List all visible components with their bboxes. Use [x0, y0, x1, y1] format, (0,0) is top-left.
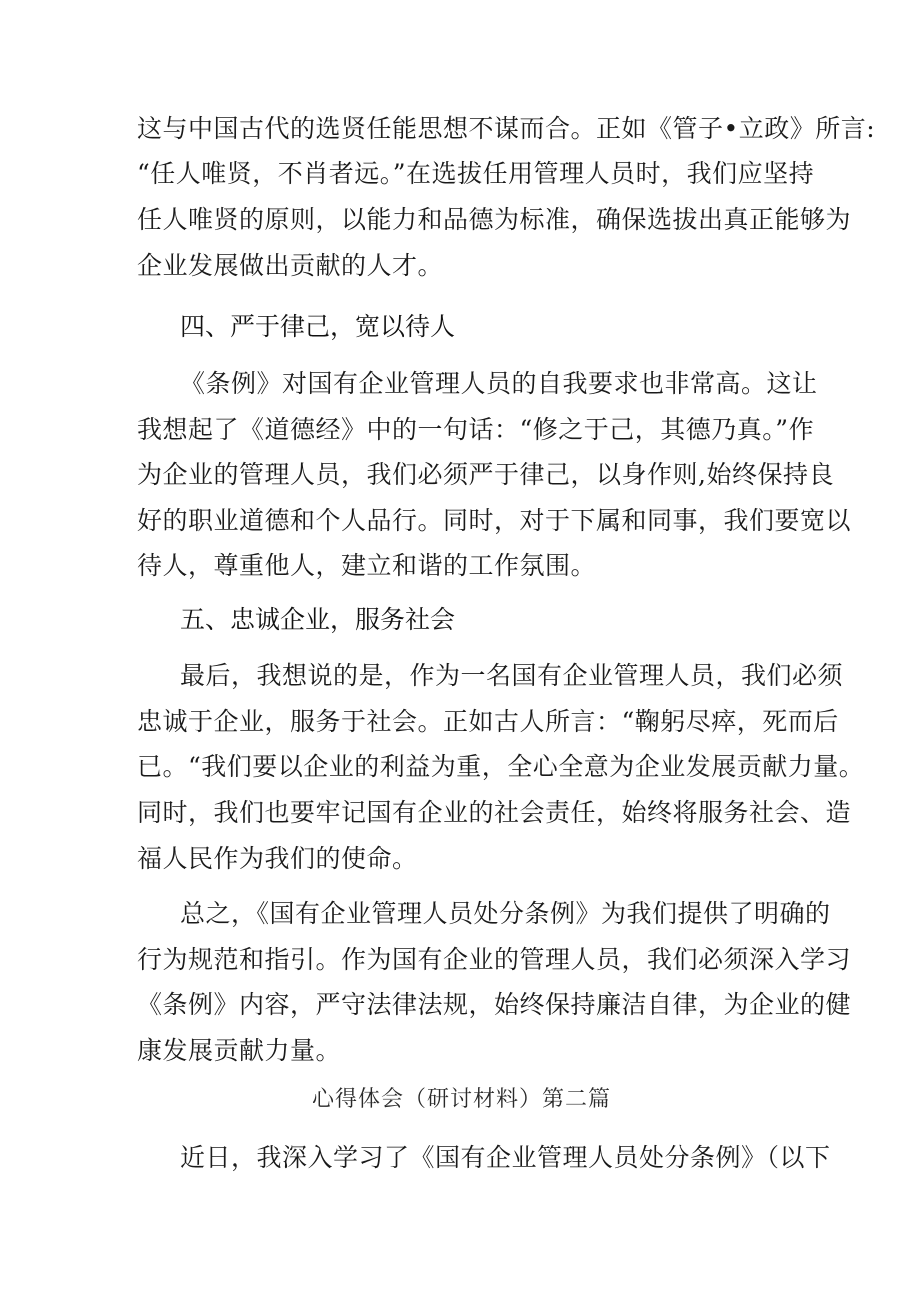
- paragraph-line: 忠诚于企业，服务于社会。正如古人所言：“鞠躬尽瘁，死而后: [137, 707, 839, 736]
- paragraph-line: 最后，我想说的是，作为一名国有企业管理人员，我们必须: [180, 661, 844, 690]
- paragraph-line: 福人民作为我们的使命。: [137, 844, 418, 873]
- paragraph-line: 康发展贡献力量。: [137, 1036, 342, 1065]
- section-heading-5: 五、忠诚企业，服务社会: [180, 605, 456, 634]
- paragraph-line: 好的职业道德和个人品行。同时，对于下属和同事，我们要宽以: [137, 506, 852, 535]
- paragraph-line: 总之，《国有企业管理人员处分条例》为我们提供了明确的: [180, 899, 831, 928]
- paragraph-line: 任人唯贤的原则，以能力和品德为标准，确保选拔出真正能够为: [137, 205, 852, 234]
- paragraph-line: 近日，我深入学习了《国有企业管理人员处分条例》（以下: [180, 1143, 831, 1172]
- paragraph-line: 《条例》内容，严守法律法规，始终保持廉洁自律，为企业的健: [137, 990, 852, 1019]
- paragraph-line: “任人唯贤，不肖者远。”在选拔任用管理人员时，我们应坚持: [137, 159, 815, 188]
- section-title: 心得体会（研讨材料）第二篇: [312, 1087, 612, 1112]
- paragraph-line: 已。“我们要以企业的利益为重，全心全意为企业发展贡献力量。: [137, 752, 865, 781]
- paragraph-line: 这与中国古代的选贤任能思想不谋而合。正如《管子•立政》所言:: [137, 114, 876, 143]
- section-heading-4: 四、严于律己，宽以待人: [180, 312, 456, 341]
- paragraph-line: 行为规范和指引。作为国有企业的管理人员，我们必须深入学习: [137, 945, 852, 974]
- paragraph-line: 为企业的管理人员，我们必须严于律己，以身作则,始终保持良: [137, 460, 834, 489]
- paragraph-line: 我想起了《道德经》中的一句话：“修之于己，其德乃真。”作: [137, 415, 815, 444]
- paragraph-line: 《条例》对国有企业管理人员的自我要求也非常高。这让: [180, 369, 818, 398]
- paragraph-line: 同时，我们也要牢记国有企业的社会责任，始终将服务社会、造: [137, 798, 852, 827]
- paragraph-line: 企业发展做出贡献的人才。: [137, 251, 444, 280]
- paragraph-line: 待人，尊重他人，建立和谐的工作氛围。: [137, 551, 597, 580]
